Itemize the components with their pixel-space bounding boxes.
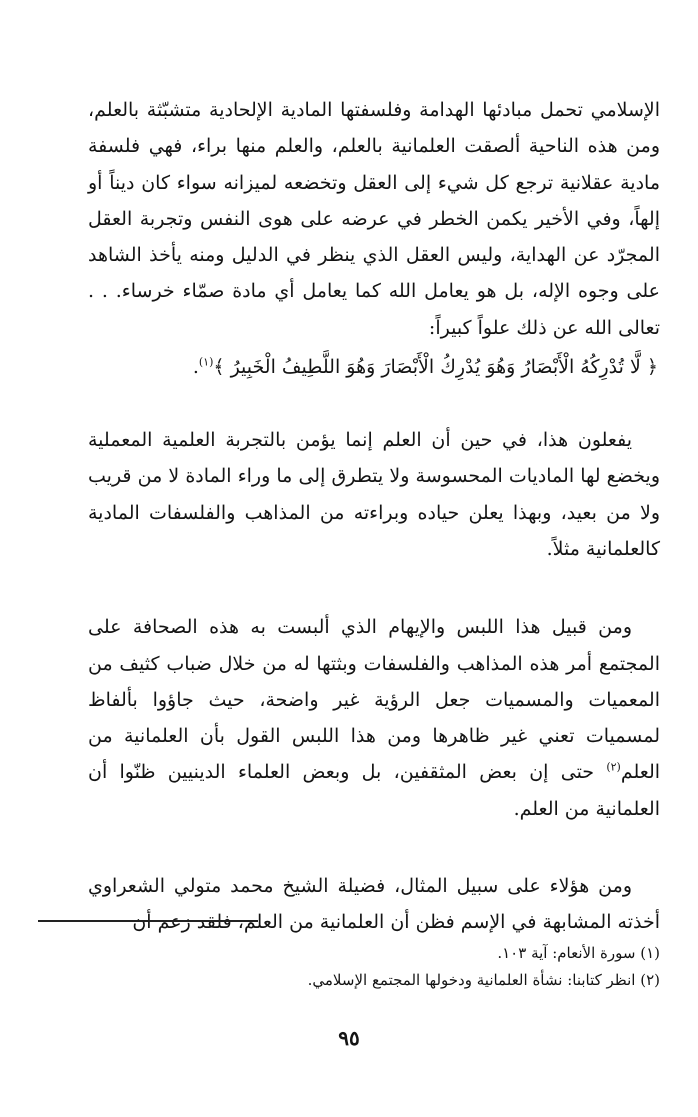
paragraph-3-text-b: حتى إن بعض المثقفين، بل وبعض العلماء الدينيين ظنّوا أن العلمانية من العلم. xyxy=(88,761,660,820)
quran-verse xyxy=(88,349,660,385)
paragraph-3-text-a: ومن قبيل هذا اللبس والإيهام الذي ألبست به هذه الصحافة على المجتمع أمر هذه المذاهب والفلسفات وبثتها له من خلال ضباب كثيف من المعميات والمسميات جعل الرؤية غير واضحة، حيث جاؤوا بألفاظ لمسميات تعني غير ظاهرها ومن هذا اللبس القول بأن العلمانية من العلم xyxy=(88,616,661,784)
footnote-ref-1[interactable]: (١) xyxy=(198,355,214,369)
footnote-1: (١) سورة الأنعام: آية ١٠٣. xyxy=(497,944,660,962)
footnote-ref-2[interactable]: (٢) xyxy=(606,761,621,775)
footnotes xyxy=(88,940,660,994)
paragraph-4: ومن هؤلاء على سبيل المثال، فضيلة الشيخ محمد متولي الشعراوي أخذته المشابهة في الإسم فظن أن العلمانية من العلم، فلقد زعم أن xyxy=(88,875,660,934)
page-number: ٩٥ xyxy=(338,1026,360,1050)
paragraph-1: الإسلامي تحمل مبادئها الهدامة وفلسفتها المادية الإلحادية متشبّثة بالعلم، ومن هذه الناحية ألصقت العلمانية بالعلم، والعلم منها براء، فهي فلسفة مادية عقلانية ترجع كل شيء إلى العقل وتخضعه لميزانه سواء كان ديناً أو إلهاً، وفي الأخير يكمن الخطر في عرضه على هوى النفس وتجربة العقل المجرّد عن الهداية، وليس العقل الذي ينظر في الدليل ومنه يأخذ الشاهد على وجوه الإله، بل هو يعامل الله كما يعامل أي مادة صمّاء خرساء. . . تعالى الله عن ذلك علواً كبيراً: xyxy=(88,99,660,339)
page-body xyxy=(88,92,660,941)
paragraph-3 xyxy=(88,609,660,827)
footnote-divider xyxy=(38,920,258,922)
paragraph-2: يفعلون هذا، في حين أن العلم إنما يؤمن بالتجربة العلمية المعملية ويخضع لها الماديات المحسوسة ولا يتطرق إلى ما وراء المادة لا من قريب ولا من بعيد، وبهذا يعلن حياده وبراءته من المذاهب والفلسفات المادية كالعلمانية مثلاً. xyxy=(88,429,660,560)
footnote-2: (٢) انظر كتابنا: نشأة العلمانية ودخولها المجتمع الإسلامي. xyxy=(307,971,660,989)
verse-text: ﴿ لَّا تُدْرِكُهُ الْأَبْصَارُ وَهُوَ يُدْرِكُ الْأَبْصَارَ وَهُوَ اللَّطِيفُ الْخَبِيرُ ﴾ xyxy=(213,356,658,379)
verse-end: . xyxy=(192,356,199,379)
